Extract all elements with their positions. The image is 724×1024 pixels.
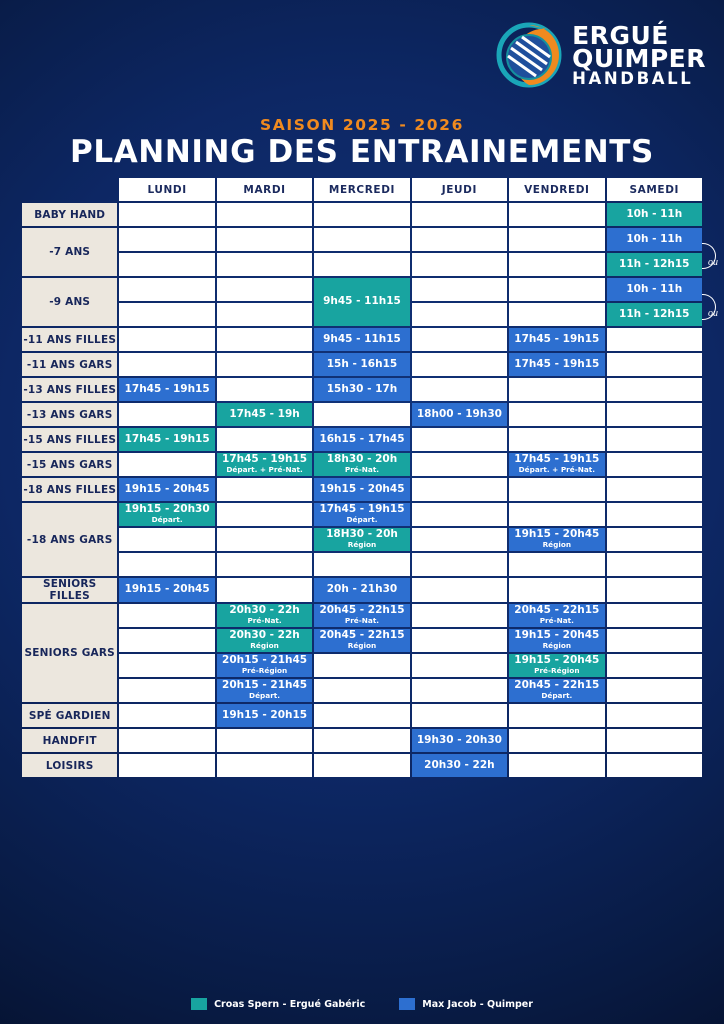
schedule-cell-empty [217,754,312,777]
schedule-cell [314,478,409,501]
schedule-cell-empty [314,553,409,576]
schedule-cell [509,353,604,376]
session-note: Pré-Région [534,666,580,676]
schedule-cell-empty [509,228,604,251]
schedule-cell [217,629,312,652]
session-time: 10h - 11h [626,232,683,245]
schedule-cell [607,203,702,226]
schedule-cell [217,654,312,677]
session-time: 17h45 - 19h15 [514,453,600,466]
schedule-cell-empty [119,403,214,426]
schedule-cell-empty [607,578,702,602]
schedule-cell-empty [314,203,409,226]
schedule-cell-empty [217,528,312,551]
row-header-6: -13 ANS GARS [22,403,117,426]
row-header-8: -15 ANS GARS [22,453,117,476]
session-time: 17h45 - 19h [229,407,300,420]
table-row [22,228,702,251]
schedule-cell-empty [509,754,604,777]
logo-line-3: HANDBALL [572,68,694,88]
table-row [22,704,702,727]
schedule-cell-empty [314,729,409,752]
row-header-11: SENIORS FILLES [22,578,117,602]
session-note: Départ. + Pré-Nat. [226,465,303,475]
schedule-cell [314,453,409,476]
schedule-cell-empty [119,629,214,652]
schedule-cell-empty [412,679,507,702]
schedule-cell-empty [412,704,507,727]
schedule-cell-empty [314,403,409,426]
session-time: 20h30 - 22h [229,629,300,642]
session-note: Région [347,641,377,651]
schedule-cell-empty [119,203,214,226]
schedule-cell [119,503,214,526]
schedule-cell-empty [217,428,312,451]
logo-line-2: QUIMPER [572,44,706,74]
schedule-cell-empty [217,328,312,351]
schedule-cell-empty [607,478,702,501]
schedule-cell-empty [509,428,604,451]
row-header-12: SENIORS GARS [22,604,117,702]
schedule-cell-empty [119,228,214,251]
schedule-cell-empty [412,378,507,401]
schedule-cell [314,278,409,326]
schedule-cell-empty [314,679,409,702]
schedule-cell [217,453,312,476]
schedule-cell-empty [314,704,409,727]
legend-swatch-blue [399,998,415,1010]
schedule-cell-empty [509,303,604,326]
schedule-cell-empty [119,604,214,627]
schedule-cell-empty [607,704,702,727]
table-row [22,604,702,627]
session-time: 18H30 - 20h [326,528,398,541]
session-time: 19h15 - 20h15 [222,708,308,721]
schedule-cell-empty [412,629,507,652]
page-title: PLANNING DES ENTRAINEMENTS [70,134,654,170]
column-header-4: VENDREDI [509,178,604,201]
session-time: 20h - 21h30 [326,583,398,596]
table-row [22,403,702,426]
schedule-grid [20,176,704,779]
schedule-cell-empty [119,328,214,351]
legend-item-croas-spern [191,998,365,1010]
schedule-cell-empty [607,328,702,351]
schedule-cell-empty [509,378,604,401]
schedule-cell-empty [119,729,214,752]
row-header-2: -9 ANS [22,278,117,326]
schedule-cell [607,253,702,276]
schedule-cell-empty [119,754,214,777]
schedule-cell-empty [412,478,507,501]
schedule-cell-empty [607,378,702,401]
schedule-cell-empty [509,578,604,602]
schedule-cell [509,328,604,351]
schedule-cell-empty [314,754,409,777]
schedule-cell [314,528,409,551]
schedule-cell-empty [607,729,702,752]
session-time: 20h15 - 21h45 [222,654,308,667]
ou-label-7ans: ou [708,257,718,268]
session-time: 19h15 - 20h30 [124,503,210,516]
schedule-cell-empty [314,228,409,251]
row-header-4: -11 ANS GARS [22,353,117,376]
session-note: Pré-Région [241,666,288,676]
schedule-cell-empty [217,478,312,501]
session-time: 17h45 - 19h15 [222,453,308,466]
session-note: Pré-Nat. [247,616,282,626]
schedule-cell-empty [607,528,702,551]
session-time: 20h30 - 22h [229,604,300,617]
session-note: Région [542,641,572,651]
schedule-cell [509,528,604,551]
session-time: 20h45 - 22h15 [319,604,405,617]
column-header-2: MERCREDI [314,178,409,201]
session-time: 20h45 - 22h15 [514,604,600,617]
schedule-cell-empty [412,278,507,301]
logo-line-1: ERGUÉ [572,21,669,51]
table-body [22,203,702,777]
schedule-cell [217,604,312,627]
schedule-cell [119,478,214,501]
schedule-cell-empty [119,654,214,677]
schedule-cell-empty [119,528,214,551]
schedule-cell [314,328,409,351]
schedule-cell-empty [607,353,702,376]
table-row [22,278,702,301]
session-time: 19h15 - 20h45 [514,528,600,541]
schedule-cell-empty [607,679,702,702]
schedule-cell [314,503,409,526]
schedule-cell-empty [412,353,507,376]
schedule-cell-empty [119,303,214,326]
schedule-cell-empty [217,303,312,326]
schedule-cell [314,578,409,602]
schedule-cell [509,453,604,476]
session-time: 20h15 - 21h45 [222,679,308,692]
schedule-cell-empty [217,353,312,376]
schedule-cell-empty [412,553,507,576]
schedule-cell-empty [607,553,702,576]
session-time: 11h - 12h15 [619,257,690,270]
row-header-10: -18 ANS GARS [22,503,117,576]
session-time: 10h - 11h [626,282,683,295]
session-note: Départ. [249,691,281,701]
session-time: 19h15 - 20h45 [514,654,600,667]
session-time: 19h15 - 20h45 [319,482,405,495]
schedule-cell [119,428,214,451]
row-header-9: -18 ANS FILLES [22,478,117,501]
schedule-cell [509,604,604,627]
schedule-cell-empty [509,278,604,301]
schedule-cell-empty [119,679,214,702]
schedule-cell [607,303,702,326]
session-note: Région [250,641,279,651]
row-header-1: -7 ANS [22,228,117,276]
schedule-cell-empty [412,453,507,476]
legend-label-max-jacob: Max Jacob - Quimper [422,998,533,1010]
table-row [22,629,702,652]
schedule-cell [217,403,312,426]
session-time: 18h00 - 19h30 [416,407,502,420]
schedule-cell [119,378,214,401]
schedule-cell-empty [509,729,604,752]
column-header-5: SAMEDI [607,178,702,201]
schedule-cell-empty [509,203,604,226]
schedule-cell-empty [607,604,702,627]
schedule-cell-empty [607,629,702,652]
session-time: 17h45 - 19h15 [514,332,600,345]
session-time: 19h30 - 20h30 [416,733,502,746]
schedule-cell [314,353,409,376]
legend-label-croas-spern: Croas Spern - Ergué Gabéric [214,998,366,1010]
session-note: Pré-Nat. [344,465,380,475]
session-note: Région [347,540,377,550]
row-header-3: -11 ANS FILLES [22,328,117,351]
row-header-15: LOISIRS [22,754,117,777]
schedule-cell-empty [412,253,507,276]
schedule-cell-empty [412,604,507,627]
schedule-cell-empty [217,253,312,276]
schedule-cell [119,578,214,602]
session-time: 19h15 - 20h45 [514,629,600,642]
table-row [22,754,702,777]
schedule-cell [314,378,409,401]
session-note: Départ. [151,515,183,525]
schedule-cell-empty [217,378,312,401]
schedule-cell-empty [509,403,604,426]
column-header-0: LUNDI [119,178,214,201]
table-row [22,553,702,576]
table-row [22,478,702,501]
schedule-cell [509,629,604,652]
session-note: Départ. + Pré-Nat. [518,465,596,475]
schedule-cell-empty [217,503,312,526]
session-time: 9h45 - 11h15 [323,295,401,308]
table-row [22,578,702,602]
schedule-cell-empty [217,228,312,251]
schedule-cell-empty [412,328,507,351]
schedule-cell-empty [607,428,702,451]
schedule-cell-empty [509,553,604,576]
schedule-cell [412,729,507,752]
schedule-cell-empty [412,528,507,551]
session-note: Pré-Nat. [344,616,380,626]
session-time: 16h15 - 17h45 [319,432,405,445]
schedule-cell-empty [217,578,312,602]
schedule-cell-empty [509,704,604,727]
season-label: SAISON 2025 - 2026 [260,116,464,134]
schedule-cell [607,228,702,251]
schedule-cell-empty [217,553,312,576]
schedule-cell-empty [217,203,312,226]
table-row [22,353,702,376]
schedule-cell-empty [509,478,604,501]
table-row [22,253,702,276]
schedule-cell-empty [314,654,409,677]
session-time: 17h45 - 19h15 [124,432,210,445]
schedule-cell-empty [217,278,312,301]
schedule-cell-empty [412,203,507,226]
schedule-cell-empty [412,503,507,526]
handball-logo-icon [492,18,566,92]
session-note: Pré-Nat. [539,616,574,626]
session-time: 19h15 - 20h45 [124,482,210,495]
session-time: 17h45 - 19h15 [319,503,405,516]
legend-item-max-jacob [399,998,533,1010]
session-time: 17h45 - 19h15 [514,357,600,370]
session-note: Région [542,540,572,550]
session-time: 15h30 - 17h [326,382,398,395]
schedule-cell [314,604,409,627]
schedule-cell [607,278,702,301]
schedule-cell-empty [607,403,702,426]
session-note: Départ. [346,515,378,525]
schedule-cell [314,428,409,451]
schedule-cell-empty [607,654,702,677]
schedule-cell-empty [119,553,214,576]
row-header-5: -13 ANS FILLES [22,378,117,401]
schedule-cell [412,754,507,777]
table-row [22,654,702,677]
schedule-cell [509,679,604,702]
row-header-0: BABY HAND [22,203,117,226]
table-row [22,203,702,226]
schedule-cell-empty [412,228,507,251]
schedule-cell-empty [119,704,214,727]
schedule-cell-empty [412,578,507,602]
table-header-row [22,178,702,201]
schedule-cell [412,403,507,426]
schedule-cell-empty [217,729,312,752]
schedule-cell-empty [412,654,507,677]
table-row [22,428,702,451]
schedule-cell [217,679,312,702]
schedule-cell [217,704,312,727]
table-row [22,328,702,351]
session-time: 15h - 16h15 [326,357,398,370]
header-corner [22,178,117,201]
schedule-cell-empty [119,353,214,376]
row-header-13: SPÉ GARDIEN [22,704,117,727]
schedule-cell-empty [412,428,507,451]
table-row [22,378,702,401]
schedule-cell-empty [119,253,214,276]
schedule-cell [509,654,604,677]
session-time: 19h15 - 20h45 [124,583,210,596]
planning-table [20,176,704,779]
legend [0,998,724,1010]
row-header-14: HANDFIT [22,729,117,752]
session-time: 20h45 - 22h15 [514,679,600,692]
schedule-cell-empty [119,278,214,301]
schedule-cell-empty [412,303,507,326]
table-row [22,729,702,752]
session-time: 11h - 12h15 [619,307,690,320]
table-row [22,679,702,702]
table-row [22,453,702,476]
schedule-cell-empty [509,253,604,276]
legend-swatch-teal [191,998,207,1010]
club-logo [492,18,706,92]
session-time: 20h30 - 22h [424,758,495,771]
schedule-cell-empty [119,453,214,476]
schedule-cell-empty [314,253,409,276]
session-time: 9h45 - 11h15 [323,332,401,345]
session-note: Départ. [541,691,573,701]
schedule-cell-empty [607,503,702,526]
session-time: 17h45 - 19h15 [124,382,210,395]
row-header-7: -15 ANS FILLES [22,428,117,451]
table-row [22,503,702,526]
schedule-cell-empty [607,453,702,476]
session-time: 18h30 - 20h [326,453,398,466]
session-time: 10h - 11h [626,207,683,220]
ou-label-9ans: ou [708,308,718,319]
schedule-cell-empty [607,754,702,777]
session-time: 20h45 - 22h15 [319,629,405,642]
schedule-cell-empty [509,503,604,526]
schedule-cell [314,629,409,652]
table-row [22,528,702,551]
column-header-1: MARDI [217,178,312,201]
column-header-3: JEUDI [412,178,507,201]
